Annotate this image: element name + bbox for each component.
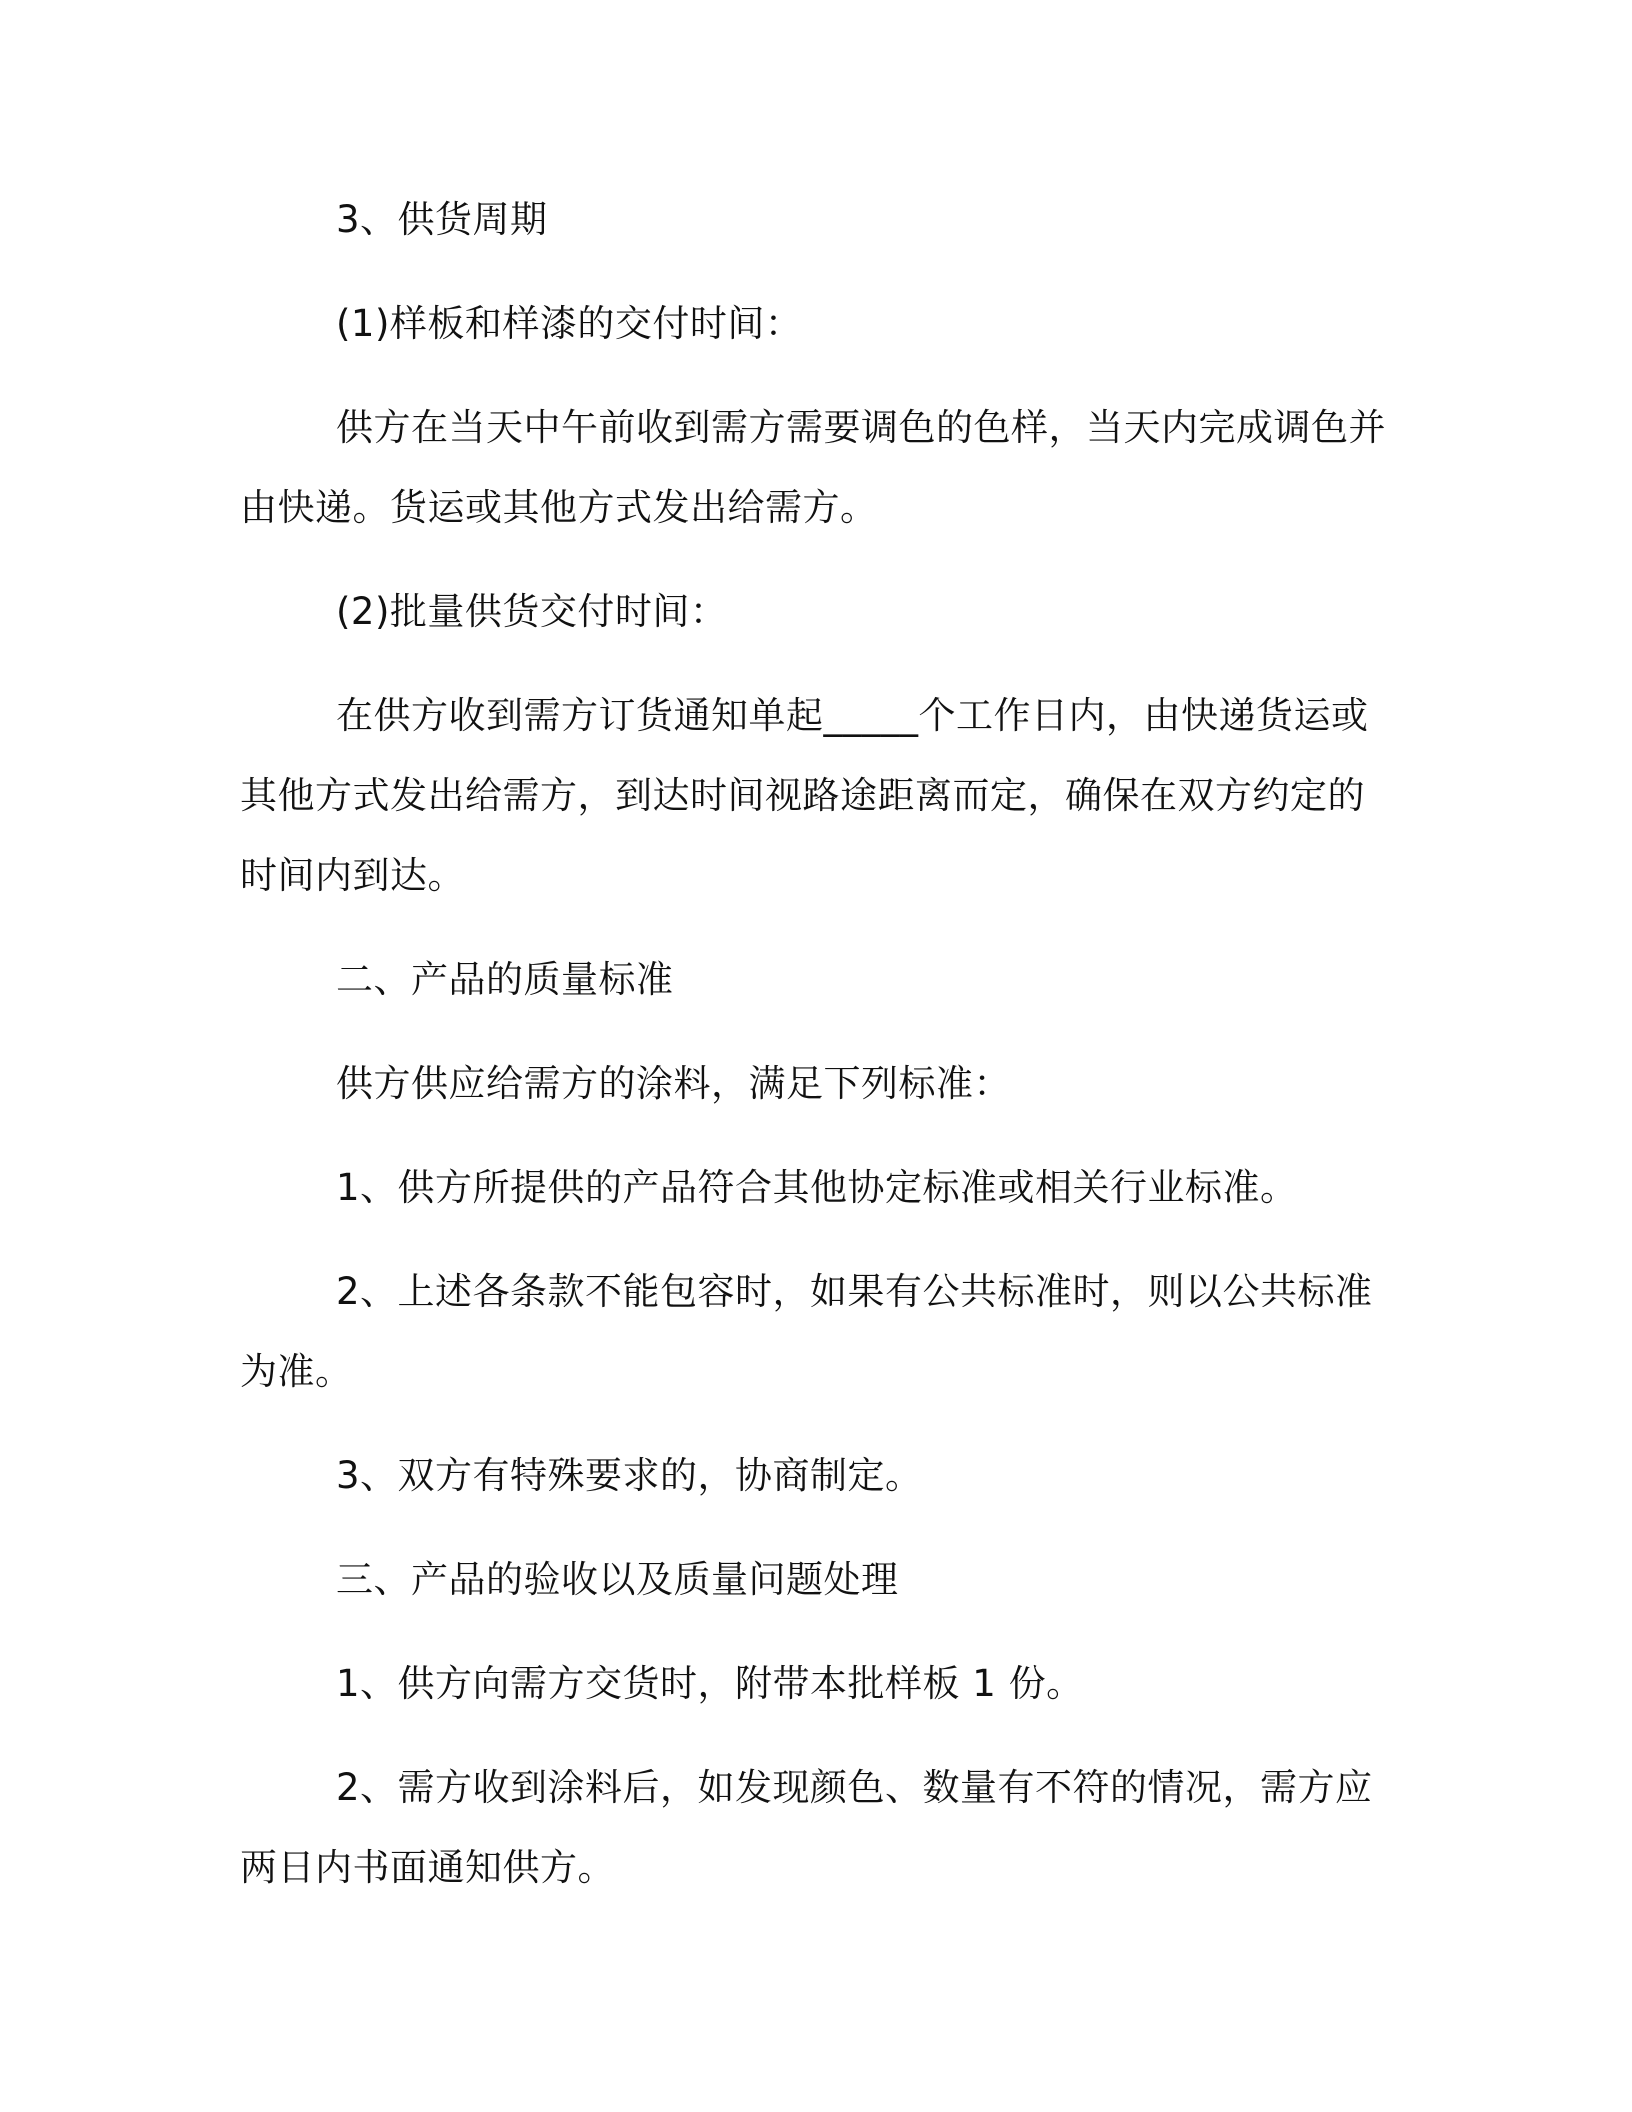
section-heading-acceptance: 三、产品的验收以及质量问题处理 [336,1558,899,1601]
paragraph-sample-delivery: 供方在当天中午前收到需方需要调色的色样，当天内完成调色并由快递。货运或其他方式发出给需方。 [240,406,1386,529]
list-item-quality-3: 3、双方有特殊要求的，协商制定。 [336,1454,923,1497]
list-item-quality-1: 1、供方所提供的产品符合其他协定标准或相关行业标准。 [336,1166,1298,1209]
paragraph-quality-intro: 供方供应给需方的涂料，满足下列标准： [336,1062,1011,1105]
paragraph-batch-delivery: 在供方收到需方订货通知单起_____个工作日内，由快递货运或其他方式发出给需方，到达时间视路途距离而定，确保在双方约定的时间内到达。 [240,694,1369,897]
document-body [240,180,1392,1932]
section-heading-quality-standard: 二、产品的质量标准 [336,958,674,1001]
list-item-acceptance-2: 2、需方收到涂料后，如发现颜色、数量有不符的情况，需方应两日内书面通知供方。 [240,1766,1373,1889]
subheading-sample-delivery-time: (1)样板和样漆的交付时间： [336,302,803,345]
subheading-batch-delivery-time: (2)批量供货交付时间： [336,590,728,633]
list-item-acceptance-1: 1、供方向需方交货时，附带本批样板 1 份。 [336,1662,1084,1705]
section-heading-supply-cycle: 3、供货周期 [336,198,548,241]
list-item-quality-2: 2、上述各条款不能包容时，如果有公共标准时，则以公共标准为准。 [240,1270,1373,1393]
